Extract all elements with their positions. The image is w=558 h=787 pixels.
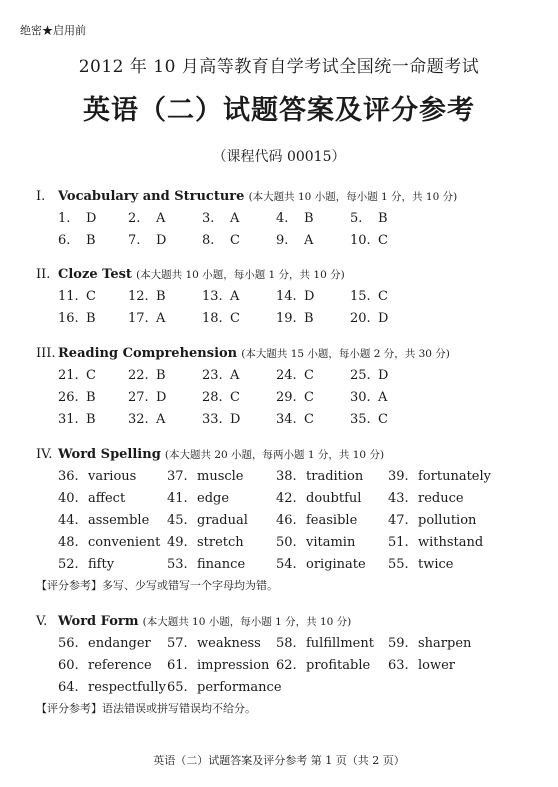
answer-value: gradual [197,513,248,528]
answer-value: C [230,390,240,405]
answer-value: performance [197,680,282,695]
answer-value: B [304,211,314,226]
answer-value: reduce [418,491,464,506]
course-code: （课程代码 00015） [212,149,346,165]
answer-value: A [230,211,240,226]
question-number: 36. [58,469,79,484]
section-number: V. [36,614,48,629]
question-number: 49. [167,535,188,550]
question-number: 16. [58,311,79,326]
answer-value: muscle [197,469,244,484]
answer-value: fulfillment [306,636,374,651]
question-number: 17. [128,311,149,326]
answer-item [128,308,165,330]
confidential-mark: 绝密★启用前 [20,24,86,37]
answer-item [58,532,160,554]
answer-row [36,510,546,532]
document-title: 英语（二）试题答案及评分参考 [83,95,475,126]
answer-value: fifty [88,557,115,572]
answer-value: withstand [418,535,484,550]
answer-value: A [156,412,166,427]
answer-item [350,286,388,308]
section-score-note: (本大题共 15 小题，每小题 2 分，共 30 分) [241,348,450,360]
answer-value: A [156,211,166,226]
question-number: 45. [167,513,188,528]
exam-title: 2012 年 10 月高等教育自学考试全国统一命题考试 [78,57,480,77]
answer-grid [36,633,546,699]
answer-item [276,308,314,330]
question-number: 41. [167,491,188,506]
answer-item [276,409,314,431]
answer-value: B [86,412,96,427]
question-number: 5. [350,211,363,226]
answer-item [388,488,464,510]
answer-item [202,230,240,252]
answer-item [128,230,166,252]
answer-value: D [304,289,315,304]
answer-item [388,655,455,677]
section-name: Word Form [58,614,139,629]
question-number: 20. [350,311,371,326]
answer-item [350,365,388,387]
question-number: 37. [167,469,188,484]
question-number: 55. [388,557,409,572]
question-number: 57. [167,636,188,651]
section-score-note: (本大题共 10 小题，每小题 1 分，共 10 分) [248,191,458,203]
section-number: II. [36,267,51,282]
question-number: 1. [58,211,71,226]
grading-reference-note: 【评分参考】多写、少写或错写一个字母均为错。 [36,579,278,592]
answer-value: C [86,368,96,383]
answer-item [388,633,471,655]
page-footer: 英语（二）试题答案及评分参考 第 1 页（共 2 页） [153,754,405,767]
question-number: 19. [276,311,297,326]
question-number: 63. [388,658,409,673]
answer-item [276,286,314,308]
answer-value: twice [418,557,454,572]
answer-grid [36,286,546,330]
answer-item [350,409,388,431]
question-number: 43. [388,491,409,506]
question-number: 62. [276,658,297,673]
answer-row [36,532,546,554]
question-number: 64. [58,680,79,695]
answer-value: various [88,469,137,484]
question-number: 12. [128,289,149,304]
answer-item [276,466,363,488]
grading-reference-note: 【评分参考】语法错误或拼写错误均不给分。 [36,702,256,715]
answer-item [167,655,269,677]
question-number: 8. [202,233,215,248]
answer-value: finance [197,557,246,572]
answer-value: C [378,289,388,304]
section-word-form [36,611,546,719]
question-number: 50. [276,535,297,550]
answer-value: tradition [306,469,364,484]
question-number: 26. [58,390,79,405]
answer-value: A [230,368,240,383]
answer-row [36,286,546,308]
answer-value: convenient [88,535,161,550]
section-score-note: (本大题共 10 小题，每小题 1 分，共 10 分) [142,616,352,628]
answer-value: B [378,211,388,226]
question-number: 22. [128,368,149,383]
section-name: Word Spelling [58,447,161,462]
question-number: 30. [350,390,371,405]
section-name: Vocabulary and Structure [58,189,245,204]
answer-item [58,633,151,655]
section-name: Cloze Test [58,267,132,282]
question-number: 60. [58,658,79,673]
answer-value: D [378,368,389,383]
answer-value: B [86,390,96,405]
question-number: 32. [128,412,149,427]
answer-item [58,208,96,230]
question-number: 47. [388,513,409,528]
answer-value: stretch [197,535,244,550]
question-number: 38. [276,469,297,484]
answer-item [202,409,240,431]
answer-value: D [86,211,97,226]
answer-item [167,510,248,532]
question-number: 18. [202,311,223,326]
question-number: 27. [128,390,149,405]
answer-item [276,387,314,409]
answer-item [58,387,96,409]
answer-item [167,554,245,576]
answer-item [276,365,314,387]
answer-grid [36,208,546,252]
question-number: 23. [202,368,223,383]
question-number: 65. [167,680,188,695]
question-number: 6. [58,233,71,248]
answer-item [128,409,165,431]
answer-value: edge [197,491,230,506]
answer-row [36,208,546,230]
answer-value: C [304,390,314,405]
answer-value: originate [306,557,366,572]
question-number: 44. [58,513,79,528]
answer-value: endanger [88,636,151,651]
answer-item [58,510,149,532]
answer-row [36,365,546,387]
answer-item [276,655,370,677]
answer-grid [36,365,546,431]
answer-item [167,488,229,510]
question-number: 46. [276,513,297,528]
question-number: 9. [276,233,289,248]
answer-item [167,466,244,488]
question-number: 14. [276,289,297,304]
answer-value: reference [88,658,152,673]
answer-item [128,286,166,308]
section-name: Reading Comprehension [58,346,238,361]
question-number: 52. [58,557,79,572]
answer-item [58,286,96,308]
question-number: 53. [167,557,188,572]
question-number: 31. [58,412,79,427]
answer-row [36,308,546,330]
section-vocabulary [36,186,546,252]
question-number: 35. [350,412,371,427]
section-cloze [36,264,546,330]
section-score-note: (本大题共 20 小题，每两小题 1 分，共 10 分) [164,449,385,461]
answer-item [202,208,239,230]
answer-value: D [156,390,167,405]
question-number: 11. [58,289,79,304]
answer-value: C [304,368,314,383]
question-number: 56. [58,636,79,651]
answer-value: fortunately [418,469,491,484]
question-number: 3. [202,211,215,226]
answer-row [36,655,546,677]
answer-value: A [304,233,314,248]
question-number: 33. [202,412,223,427]
question-number: 39. [388,469,409,484]
answer-item [388,466,491,488]
answer-item [276,488,361,510]
answer-item [58,655,152,677]
section-number: IV. [36,447,53,462]
answer-item [128,208,165,230]
section-heading [36,611,546,633]
answer-value: lower [418,658,456,673]
section-number: I. [36,189,46,204]
answer-item [202,387,240,409]
answer-value: A [378,390,388,405]
section-number: III. [36,346,56,361]
answer-value: C [230,233,240,248]
answer-item [276,510,357,532]
answer-value: affect [88,491,126,506]
answer-value: D [156,233,167,248]
question-number: 58. [276,636,297,651]
question-number: 42. [276,491,297,506]
answer-value: C [230,311,240,326]
answer-item [350,308,388,330]
answer-item [167,633,261,655]
answer-value: C [304,412,314,427]
answer-value: C [378,412,388,427]
answer-item [58,488,125,510]
question-number: 28. [202,390,223,405]
answer-item [276,633,374,655]
question-number: 51. [388,535,409,550]
answer-row [36,677,546,699]
question-number: 21. [58,368,79,383]
answer-item [276,532,355,554]
answer-item [276,208,314,230]
question-number: 15. [350,289,371,304]
answer-item [58,466,136,488]
answer-item [350,230,388,252]
question-number: 29. [276,390,297,405]
answer-row [36,466,546,488]
answer-value: assemble [88,513,150,528]
answer-row [36,488,546,510]
answer-row [36,387,546,409]
section-heading [36,343,546,365]
answer-item [202,308,240,330]
answer-value: B [156,368,166,383]
answer-value: A [230,289,240,304]
answer-value: impression [197,658,270,673]
answer-value: doubtful [306,491,362,506]
answer-item [58,365,96,387]
question-number: 54. [276,557,297,572]
section-heading [36,186,546,208]
question-number: 7. [128,233,141,248]
question-number: 48. [58,535,79,550]
answer-value: A [156,311,166,326]
answer-value: B [156,289,166,304]
answer-row [36,633,546,655]
answer-item [388,510,476,532]
answer-value: weakness [197,636,261,651]
answer-row [36,230,546,252]
answer-value: respectfully [88,680,166,695]
answer-item [202,365,239,387]
question-number: 24. [276,368,297,383]
question-number: 34. [276,412,297,427]
answer-item [350,387,387,409]
question-number: 25. [350,368,371,383]
answer-item [128,387,166,409]
answer-value: B [86,311,96,326]
answer-grid [36,466,546,576]
answer-item [276,230,313,252]
section-word-spelling [36,444,546,596]
answer-item [58,230,96,252]
answer-value: profitable [306,658,371,673]
answer-value: vitamin [306,535,356,550]
answer-value: B [304,311,314,326]
answer-item [167,677,282,699]
answer-item [58,554,114,576]
answer-item [350,208,388,230]
question-number: 2. [128,211,141,226]
answer-item [276,554,366,576]
section-score-note: (本大题共 10 小题，每小题 1 分，共 10 分) [136,269,345,281]
answer-item [128,365,166,387]
answer-item [388,532,483,554]
section-heading [36,444,546,466]
answer-value: C [86,289,96,304]
question-number: 40. [58,491,79,506]
question-number: 61. [167,658,188,673]
answer-item [202,286,239,308]
section-reading [36,343,546,431]
question-number: 4. [276,211,289,226]
answer-item [58,409,96,431]
answer-row [36,409,546,431]
answer-value: pollution [418,513,477,528]
answer-value: B [86,233,96,248]
answer-value: D [378,311,389,326]
answer-value: D [230,412,241,427]
question-number: 59. [388,636,409,651]
answer-value: C [378,233,388,248]
answer-row [36,554,546,576]
answer-value: feasible [306,513,358,528]
question-number: 10. [350,233,371,248]
answer-item [167,532,244,554]
question-number: 13. [202,289,223,304]
section-heading [36,264,546,286]
answer-value: sharpen [418,636,472,651]
answer-item [58,677,166,699]
answer-item [388,554,453,576]
answer-item [58,308,96,330]
